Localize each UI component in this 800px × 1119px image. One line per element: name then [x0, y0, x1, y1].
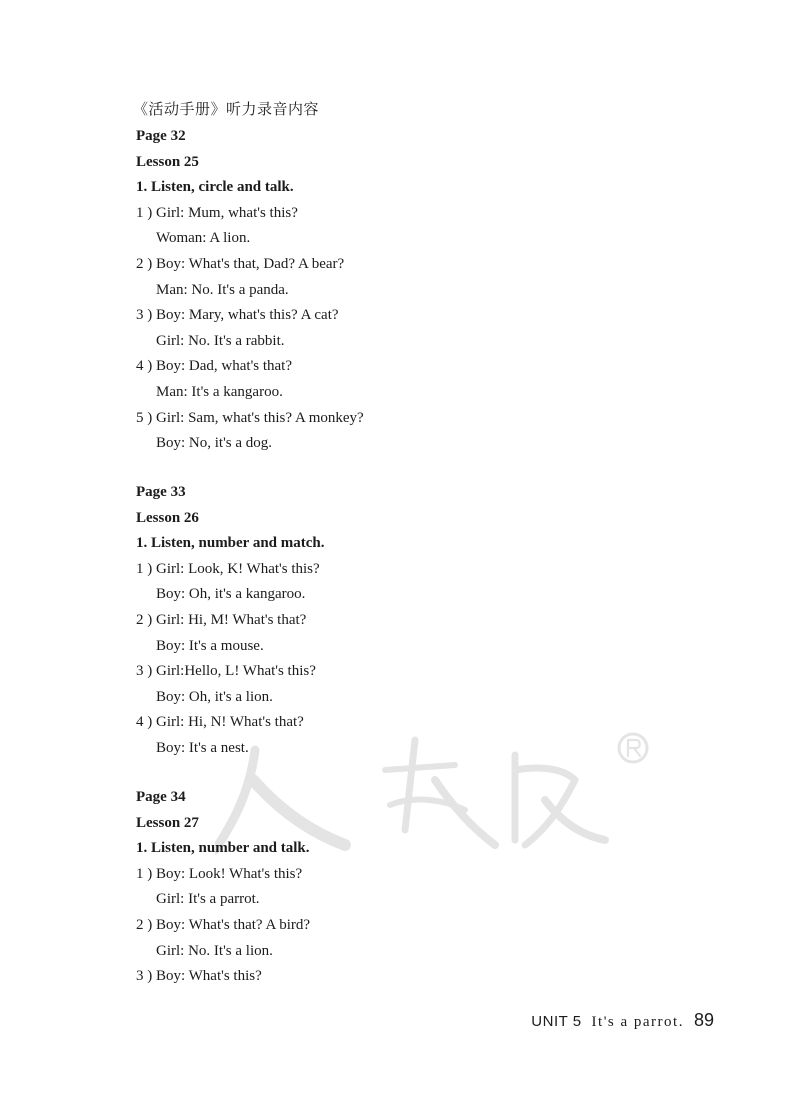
dialogue-line: Man: It's a kangaroo. [156, 383, 283, 400]
page-footer [531, 1010, 714, 1031]
section-page-33 [136, 480, 325, 762]
dialogue-line: Girl: No. It's a lion. [156, 942, 273, 959]
dialogue-line: Boy: It's a mouse. [156, 637, 264, 654]
dialogue-line: 2 ) Girl: Hi, M! What's that? [136, 611, 307, 628]
lesson-label: Lesson 27 [136, 814, 199, 831]
page-label: Page 33 [136, 484, 186, 500]
dialogue-line: 1 ) Girl: Look, K! What's this? [136, 560, 320, 577]
lesson-label: Lesson 26 [136, 509, 199, 526]
dialogue-line: 3 ) Girl:Hello, L! What's this? [136, 663, 316, 680]
dialogue-line: Woman: A lion. [156, 230, 251, 247]
section-page-34 [136, 785, 310, 990]
dialogue-line: Boy: It's a nest. [156, 739, 249, 756]
page-label: Page 34 [136, 789, 186, 805]
task-title: 1. Listen, number and match. [136, 535, 325, 552]
dialogue-line: 3 ) Boy: Mary, what's this? A cat? [136, 307, 339, 324]
dialogue-line: Girl: No. It's a rabbit. [156, 332, 285, 349]
dialogue-line: 3 ) Boy: What's this? [136, 968, 262, 985]
page-label: Page 32 [136, 128, 186, 144]
dialogue-line: Boy: Oh, it's a kangaroo. [156, 586, 306, 603]
footer-unit: UNIT 5 [531, 1013, 582, 1030]
dialogue-line: Girl: It's a parrot. [156, 891, 260, 908]
dialogue-line: Boy: No, it's a dog. [156, 435, 273, 452]
document-heading: 《活动手册》听力录音内容 [133, 100, 320, 118]
dialogue-line: 1 ) Boy: Look! What's this? [136, 865, 303, 882]
footer-title: It's a parrot. [591, 1014, 684, 1030]
dialogue-line: 4 ) Girl: Hi, N! What's that? [136, 714, 304, 731]
dialogue-line: Boy: Oh, it's a lion. [156, 688, 273, 705]
dialogue-line: 4 ) Boy: Dad, what's that? [136, 358, 293, 375]
dialogue-line: 2 ) Boy: What's that, Dad? A bear? [136, 255, 345, 272]
task-title: 1. Listen, number and talk. [136, 840, 310, 857]
lesson-label: Lesson 25 [136, 153, 199, 170]
task-title: 1. Listen, circle and talk. [136, 179, 294, 196]
dialogue-line: Man: No. It's a panda. [156, 281, 289, 298]
section-page-32 [136, 124, 364, 457]
dialogue-line: 1 ) Girl: Mum, what's this? [136, 204, 298, 221]
dialogue-line: 2 ) Boy: What's that? A bird? [136, 916, 311, 933]
page-number: 89 [693, 1010, 714, 1030]
dialogue-line: 5 ) Girl: Sam, what's this? A monkey? [136, 409, 364, 426]
